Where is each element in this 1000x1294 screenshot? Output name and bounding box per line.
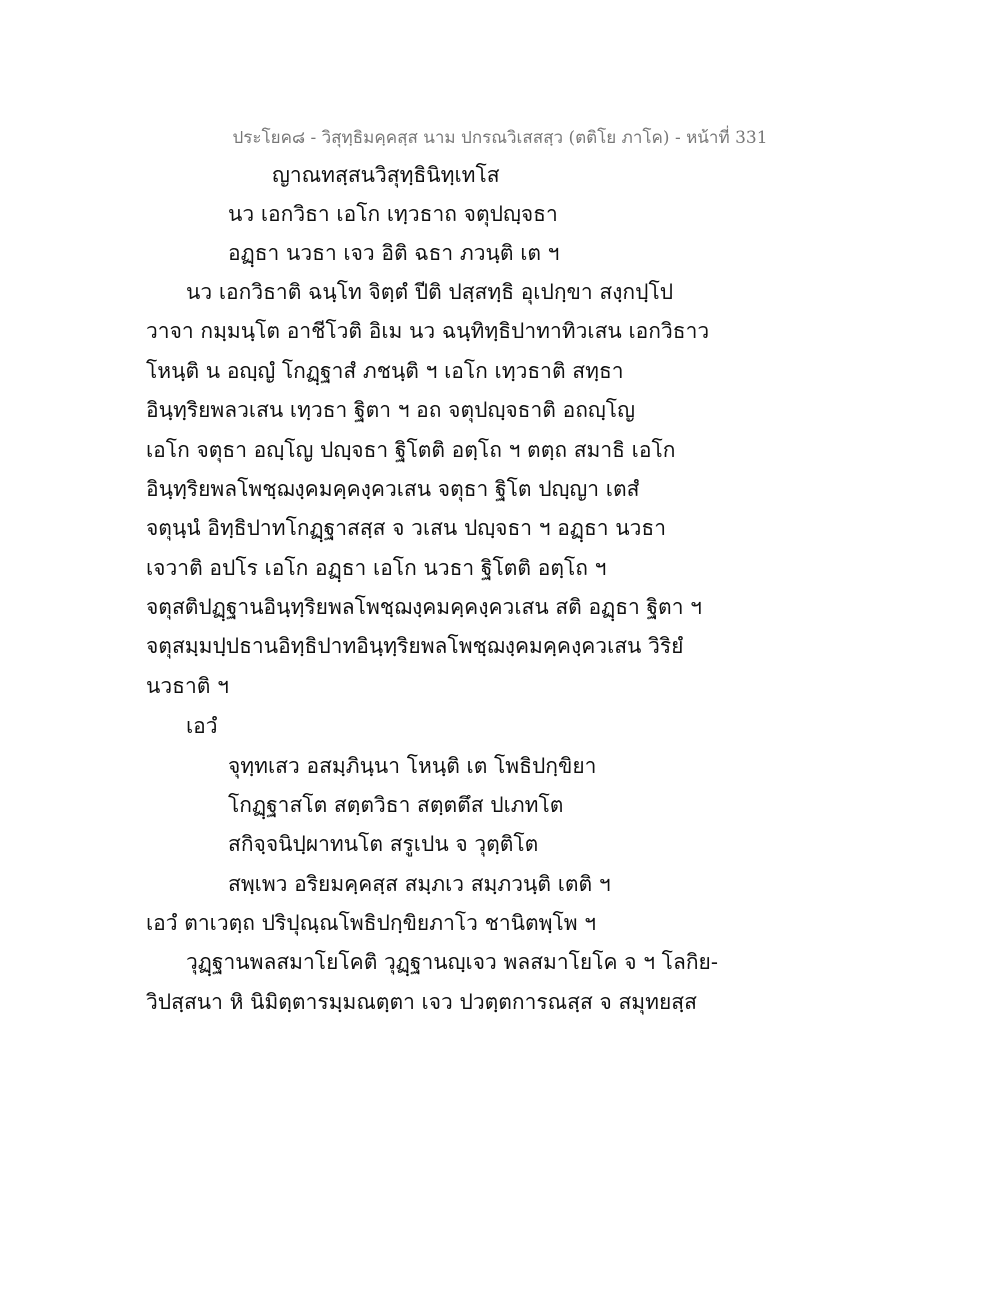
paragraph-line: นว เอกวิธาติ ฉนฺโท จิตฺตํ ปีติ ปสฺสทฺธิ อุเปกฺขา สงฺกปฺโป: [186, 280, 674, 304]
verse-line: โกฏฺฐาสโต สตฺตวิธา สตฺตตึส ปเภทโต: [228, 793, 564, 817]
paragraph-line: จตุสมฺมปฺปธานอิทฺธิปาทอินฺทฺริยพลโพชฺฌงฺคมคฺคงฺควเสน วิริยํ: [146, 634, 684, 658]
paragraph-line: อินฺทฺริยพลวเสน เทฺวธา ฐิตา ฯ อถ จตุปญฺจธาติ อถญฺโญ: [146, 398, 635, 422]
paragraph-line: วุฏฺฐานพลสมาโยโคติ วุฏฺฐานญฺเจว พลสมาโยโค จ ฯ โลกิย-: [186, 950, 718, 974]
paragraph-line: จตุสติปฏฺฐานอินฺทฺริยพลโพชฺฌงฺคมคฺคงฺควเสน สติ อฏฺธา ฐิตา ฯ: [146, 595, 702, 619]
paragraph-line: วิปสฺสนา หิ นิมิตฺตารมฺมณตฺตา เจว ปวตฺตการณสฺส จ สมุทยสฺส: [146, 990, 697, 1014]
paragraph-line: นวธาติ ฯ: [146, 674, 229, 698]
paragraph-line: วาจา กมฺมนฺโต อาชีโวติ อิเม นว ฉนฺทิทฺธิปาทาทิวเสน เอกวิธาว: [146, 319, 710, 343]
paragraph-line: เอโก จตุธา อญฺโญ ปญฺจธา ฐิโตติ อตฺโถ ฯ ตตฺถ สมาธิ เอโก: [146, 438, 676, 462]
paragraph-line: จตุนฺนํ อิทฺธิปาทโกฏฺฐาสสฺส จ วเสน ปญฺจธา ฯ อฏฺธา นวธา: [146, 516, 666, 540]
paragraph-line: เจวาติ อปโร เอโก อฏฺธา เอโก นวธา ฐิโตติ อตฺโถ ฯ: [146, 556, 607, 580]
paragraph-line: เอวํ: [186, 714, 218, 738]
verse-line: สกิจฺจนิปฺผาทนโต สรูเปน จ วุตฺติโต: [228, 832, 539, 856]
paragraph-line: โหนฺติ น อญฺญํ โกฏฺฐาสํ ภชนฺติ ฯ เอโก เทฺวธาติ สทฺธา: [146, 359, 624, 383]
page-header: ประโยค๘ - วิสุทฺธิมคฺคสฺส นาม ปกรณวิเสสสฺว (ตติโย ภาโค) - หน้าที่ 331: [232, 128, 768, 148]
verse-line: สพฺเพว อริยมคฺคสฺส สมฺภเว สมฺภวนฺติ เตติ ฯ: [228, 872, 611, 896]
section-title: ญาณทสฺสนวิสุทฺธินิทฺเทโส: [272, 163, 500, 187]
verse-line: นว เอกวิธา เอโก เทฺวธาถ จตุปญฺจธา: [228, 202, 558, 226]
verse-line: อฏฺธา นวธา เจว อิติ ฉธา ภวนฺติ เต ฯ: [228, 241, 560, 265]
paragraph-line: เอวํ ตาเวตฺถ ปริปุณฺณโพธิปกฺขิยภาโว ชานิตพฺโพ ฯ: [146, 911, 597, 935]
paragraph-line: อินฺทฺริยพลโพชฺฌงฺคมคฺคงฺควเสน จตุธา ฐิโต ปญฺญา เตสํ: [146, 477, 640, 501]
verse-line: จุทฺทเสว อสมฺภินฺนา โหนฺติ เต โพธิปกฺขิยา: [228, 754, 597, 778]
